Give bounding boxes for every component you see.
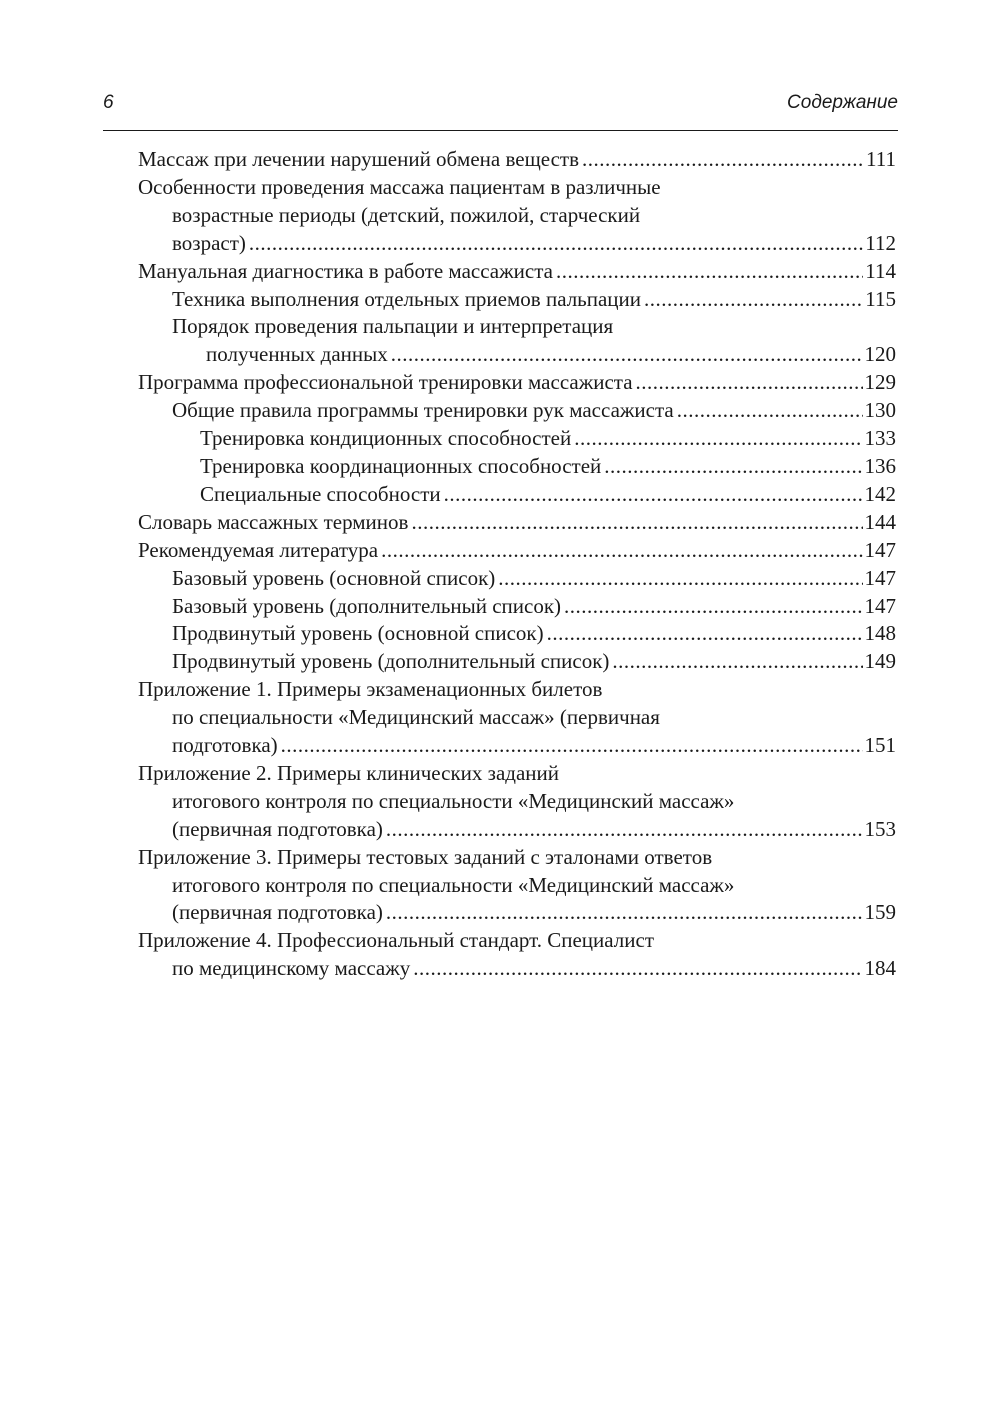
toc-entry-title: Рекомендуемая литература bbox=[138, 537, 379, 562]
toc-entry-title: по специальности «Медицинский массаж» (первичная bbox=[172, 705, 660, 730]
toc-entry-line bbox=[138, 397, 896, 425]
toc-entry[interactable] bbox=[138, 258, 896, 286]
toc-entry-line bbox=[138, 509, 896, 537]
toc-page-number: 147 bbox=[864, 537, 896, 562]
toc-entry-line bbox=[138, 593, 896, 621]
toc-entry[interactable] bbox=[138, 146, 896, 174]
toc-dot-leader bbox=[604, 453, 862, 481]
toc-entry-line bbox=[138, 537, 896, 565]
toc-page-number: 130 bbox=[864, 398, 896, 423]
toc-entry-title: Тренировка координационных способностей bbox=[200, 453, 602, 478]
toc-entry-line bbox=[138, 202, 896, 230]
table-of-contents bbox=[138, 146, 896, 983]
toc-entry-title: Приложение 4. Профессиональный стандарт. Специалист bbox=[138, 928, 654, 953]
toc-dot-leader bbox=[411, 509, 862, 537]
toc-entry-line bbox=[138, 788, 896, 816]
toc-entry[interactable] bbox=[138, 927, 896, 983]
toc-entry-line bbox=[138, 369, 896, 397]
header-rule bbox=[103, 130, 898, 131]
toc-dot-leader bbox=[444, 481, 863, 509]
toc-entry-line bbox=[138, 425, 896, 453]
toc-entry[interactable] bbox=[138, 453, 896, 481]
toc-entry-title: (первичная подготовка) bbox=[172, 816, 383, 841]
toc-entry[interactable] bbox=[138, 565, 896, 593]
toc-entry-line bbox=[138, 732, 896, 760]
toc-entry-title: Порядок проведения пальпации и интерпретация bbox=[172, 314, 614, 339]
toc-dot-leader bbox=[612, 648, 862, 676]
toc-dot-leader bbox=[556, 258, 863, 286]
toc-entry-title: Приложение 1. Примеры экзаменационных билетов bbox=[138, 677, 603, 702]
toc-entry-line bbox=[138, 760, 896, 788]
toc-dot-leader bbox=[564, 593, 862, 621]
toc-dot-leader bbox=[386, 899, 863, 927]
toc-entry[interactable] bbox=[138, 286, 896, 314]
toc-dot-leader bbox=[636, 369, 863, 397]
toc-dot-leader bbox=[386, 816, 863, 844]
toc-page-number: 159 bbox=[864, 900, 896, 925]
toc-entry-line bbox=[138, 481, 896, 509]
toc-dot-leader bbox=[391, 341, 863, 369]
toc-entry-title: полученных данных bbox=[206, 342, 388, 367]
toc-entry-title: Техника выполнения отдельных приемов пальпации bbox=[172, 286, 642, 311]
toc-entry-title: подготовка) bbox=[172, 733, 278, 758]
toc-entry[interactable] bbox=[138, 537, 896, 565]
toc-entry-line bbox=[138, 899, 896, 927]
toc-page-number: 149 bbox=[864, 649, 896, 674]
toc-page-number: 147 bbox=[864, 593, 896, 618]
toc-entry-line bbox=[138, 620, 896, 648]
toc-entry-line bbox=[138, 313, 896, 341]
toc-entry[interactable] bbox=[138, 481, 896, 509]
toc-entry[interactable] bbox=[138, 174, 896, 258]
toc-page-number: 184 bbox=[864, 956, 896, 981]
toc-dot-leader bbox=[547, 620, 863, 648]
toc-entry-line bbox=[138, 816, 896, 844]
toc-page-number: 153 bbox=[864, 816, 896, 841]
toc-page-number: 151 bbox=[864, 733, 896, 758]
toc-entry-line bbox=[138, 174, 896, 202]
toc-entry-line bbox=[138, 146, 896, 174]
toc-entry[interactable] bbox=[138, 593, 896, 621]
toc-entry-title: Приложение 3. Примеры тестовых заданий с эталонами ответов bbox=[138, 844, 713, 869]
toc-entry-title: Мануальная диагностика в работе массажиста bbox=[138, 258, 553, 283]
toc-entry-title: Приложение 2. Примеры клинических заданий bbox=[138, 760, 559, 785]
toc-entry[interactable] bbox=[138, 369, 896, 397]
toc-entry-title: Общие правила программы тренировки рук массажиста bbox=[172, 398, 674, 423]
toc-entry-title: Программа профессиональной тренировки массажиста bbox=[138, 370, 633, 395]
toc-entry-line bbox=[138, 704, 896, 732]
toc-entry-line bbox=[138, 286, 896, 314]
toc-entry-title: Массаж при лечении нарушений обмена веществ bbox=[138, 147, 579, 171]
toc-entry-title: итогового контроля по специальности «Медицинский массаж» bbox=[172, 872, 735, 897]
toc-page-number: 148 bbox=[864, 621, 896, 646]
toc-entry-title: Особенности проведения массажа пациентам в различные bbox=[138, 174, 661, 199]
toc-entry[interactable] bbox=[138, 313, 896, 369]
toc-dot-leader bbox=[574, 425, 862, 453]
toc-page-number: 147 bbox=[864, 565, 896, 590]
toc-dot-leader bbox=[381, 537, 862, 565]
toc-entry[interactable] bbox=[138, 425, 896, 453]
page-header bbox=[103, 92, 898, 122]
toc-page-number: 112 bbox=[865, 230, 896, 255]
toc-entry-title: Специальные способности bbox=[200, 481, 441, 506]
toc-page-number: 136 bbox=[864, 453, 896, 478]
toc-page-number: 142 bbox=[864, 481, 896, 506]
toc-entry[interactable] bbox=[138, 509, 896, 537]
toc-page-number: 133 bbox=[864, 426, 896, 451]
toc-entry-title: (первичная подготовка) bbox=[172, 900, 383, 925]
toc-entry-line bbox=[138, 676, 896, 704]
toc-entry-line bbox=[138, 341, 896, 369]
toc-entry-line bbox=[138, 230, 896, 258]
toc-dot-leader bbox=[413, 955, 862, 983]
toc-entry-title: по медицинскому массажу bbox=[172, 956, 411, 981]
toc-entry-line bbox=[138, 844, 896, 872]
toc-entry-title: Продвинутый уровень (дополнительный список) bbox=[172, 649, 610, 674]
toc-entry[interactable] bbox=[138, 620, 896, 648]
toc-entry-line bbox=[138, 565, 896, 593]
toc-entry-line bbox=[138, 927, 896, 955]
toc-entry-title: возраст) bbox=[172, 230, 246, 255]
toc-page-number: 114 bbox=[865, 258, 896, 283]
toc-entry-title: Базовый уровень (дополнительный список) bbox=[172, 593, 562, 618]
page-number: 6 bbox=[103, 92, 114, 113]
toc-entry-title: Тренировка кондиционных способностей bbox=[200, 426, 572, 451]
toc-entry-title: Базовый уровень (основной список) bbox=[172, 565, 496, 590]
toc-page-number: 129 bbox=[864, 370, 896, 395]
toc-dot-leader bbox=[281, 732, 863, 760]
toc-page-number: 144 bbox=[864, 509, 896, 534]
toc-dot-leader bbox=[498, 565, 862, 593]
toc-entry[interactable] bbox=[138, 844, 896, 928]
toc-entry-title: Словарь массажных терминов bbox=[138, 509, 409, 534]
toc-dot-leader bbox=[644, 286, 863, 314]
toc-entry-line bbox=[138, 955, 896, 983]
toc-entry-title: Продвинутый уровень (основной список) bbox=[172, 621, 544, 646]
toc-entry-line bbox=[138, 872, 896, 900]
running-title: Содержание bbox=[787, 92, 898, 113]
toc-dot-leader bbox=[582, 146, 864, 174]
toc-entry[interactable] bbox=[138, 760, 896, 844]
toc-page-number: 111 bbox=[866, 147, 896, 171]
toc-entry[interactable] bbox=[138, 397, 896, 425]
toc-entry-title: возрастные периоды (детский, пожилой, старческий bbox=[172, 202, 641, 227]
toc-page-number: 120 bbox=[864, 342, 896, 367]
toc-entry-title: итогового контроля по специальности «Медицинский массаж» bbox=[172, 788, 735, 813]
toc-entry-line bbox=[138, 648, 896, 676]
toc-entry-line bbox=[138, 258, 896, 286]
toc-entry-line bbox=[138, 453, 896, 481]
toc-entry[interactable] bbox=[138, 648, 896, 676]
toc-dot-leader bbox=[677, 397, 863, 425]
toc-dot-leader bbox=[249, 230, 863, 258]
toc-page-number: 115 bbox=[865, 286, 896, 311]
toc-entry[interactable] bbox=[138, 676, 896, 760]
